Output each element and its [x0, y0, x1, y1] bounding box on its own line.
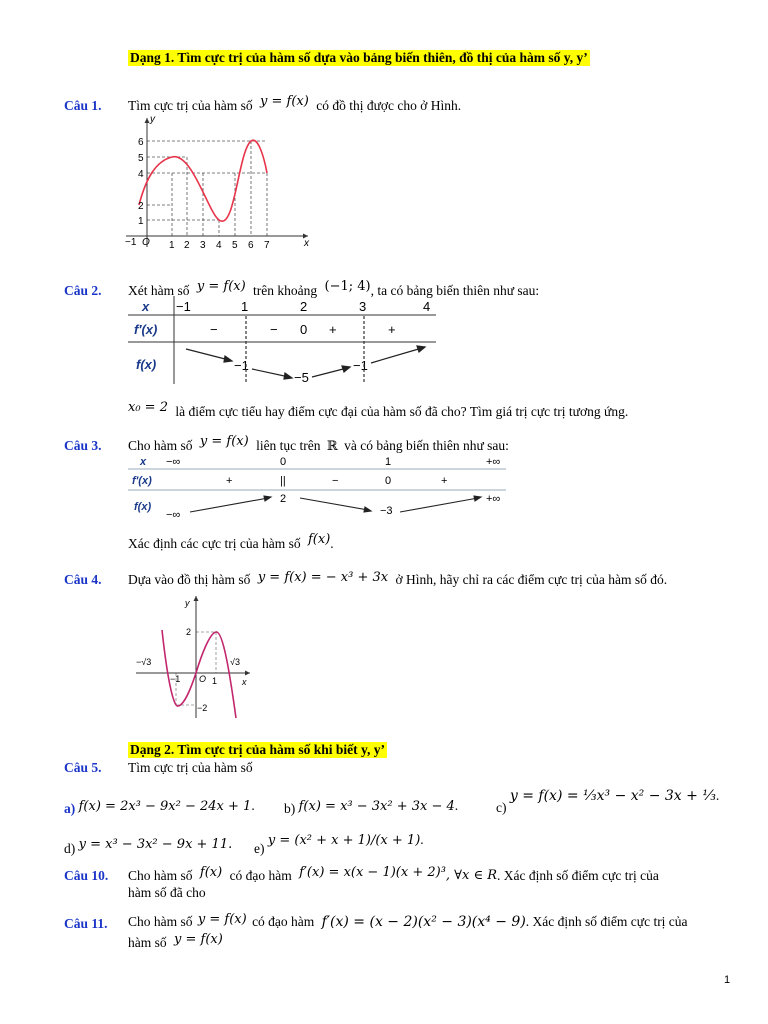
q5-item-d — [64, 836, 233, 856]
q1-y-tick: 2 — [138, 201, 144, 212]
q5-b-label: b) — [284, 801, 296, 816]
q1-x-tick: 5 — [232, 240, 238, 251]
question-1-label: Câu 1. — [64, 98, 102, 113]
q2-text-c: , ta có bảng biến thiên như sau: — [370, 283, 540, 298]
q3-row-f: f(x) — [134, 501, 152, 513]
q3-fp-sign: + — [441, 475, 448, 487]
q1-y-tick: 1 — [138, 216, 144, 227]
q1-text-b: có đồ thị được cho ở Hình. — [316, 98, 462, 113]
q2-variation-table — [128, 296, 438, 388]
q2-fp-sign: + — [329, 322, 337, 337]
q10-text-b: có đạo hàm — [229, 868, 292, 883]
question-11-label: Câu 11. — [64, 916, 108, 931]
q5-text: Tìm cực trị của hàm số — [128, 760, 253, 775]
q2-fp-sign: − — [210, 322, 218, 337]
q5-b-formula: f(x) = x³ − 3x² + 3x − 4 — [298, 799, 455, 814]
q1-x-tick: −1 — [125, 237, 137, 248]
q10-forall: , ∀x ∈ R — [445, 868, 498, 883]
q2-x-value: 2 — [300, 299, 308, 314]
q1-graph — [122, 112, 318, 252]
q2-x-value: 1 — [241, 299, 249, 314]
q4-x-tick: 1 — [212, 676, 218, 686]
q2-x0: x₀ = 2 — [128, 400, 168, 415]
q2-row-f: f(x) — [136, 357, 157, 372]
section-1-title: Dạng 1. Tìm cực trị của hàm số dựa vào bảng biến thiên, đồ thị của hàm số y, y’ — [130, 50, 588, 65]
page-number: 1 — [724, 974, 731, 986]
section-2-title: Dạng 2. Tìm cực trị của hàm số khi biết y, y’ — [130, 742, 385, 757]
q3-row-x: x — [140, 456, 147, 468]
q4-x-tick: −1 — [170, 674, 181, 684]
q2-text-d: là điểm cực tiểu hay điểm cực đại của hàm số đã cho? Tìm giá trị cực trị tương ứng. — [175, 404, 629, 419]
q1-text-a: Tìm cực trị của hàm số — [128, 98, 253, 113]
q5-d-formula: y = x³ − 3x² − 9x + 11. — [78, 837, 233, 852]
q2-interval: (−1; 4) — [324, 279, 371, 294]
q5-d-label: d) — [64, 841, 76, 856]
q1-x-tick: 6 — [248, 240, 254, 251]
question-4-text — [128, 572, 667, 588]
q2-text-a: Xét hàm số — [128, 283, 190, 298]
q5-a-formula: f(x) = 2x³ − 9x² − 24x + 1 — [78, 799, 252, 814]
q5-c-label: c) — [496, 800, 507, 815]
question-5-label: Câu 5. — [64, 760, 102, 775]
q5-item-c: c) y = f(x) = ⅓x³ − x² − 3x + ⅓. — [496, 788, 720, 815]
question-3-label: Câu 3. — [64, 438, 102, 453]
q3-fp-sign: − — [332, 475, 339, 487]
q2-row-fp: f′(x) — [134, 322, 158, 337]
q4-x-tick: √3 — [230, 657, 240, 667]
q4-origin: O — [199, 674, 207, 684]
q1-x-tick: 4 — [216, 240, 222, 251]
q11-text-a: Cho hàm số — [128, 914, 193, 929]
q2-fp-sign: − — [270, 322, 278, 337]
q11-derivative: f′(x) = (x − 2)(x² − 3)(x⁴ − 9) — [321, 914, 526, 930]
q4-y-axis-label: y — [185, 598, 190, 608]
q4-y-tick: 2 — [186, 627, 192, 637]
q3-x-value: +∞ — [486, 456, 501, 468]
q5-c-formula: y = f(x) = ⅓x³ − x² − 3x + ⅓ — [509, 788, 716, 804]
q3-x-value: −∞ — [166, 456, 181, 468]
q10-derivative: f′(x) = x(x − 1)(x + 2)³ — [299, 865, 446, 880]
q1-x-tick: 1 — [169, 240, 175, 251]
q2-fp-sign: 0 — [300, 322, 308, 337]
q4-graph — [130, 590, 256, 722]
q4-text-b: ở Hình, hãy chỉ ra các điểm cực trị của hàm số đó. — [395, 572, 668, 587]
q3-set-r: ℝ — [326, 439, 338, 454]
q2-fp-sign: + — [388, 322, 396, 337]
q4-x-tick: −√3 — [136, 657, 152, 667]
q1-origin: O — [142, 237, 150, 248]
q3-fp-sign: + — [226, 475, 233, 487]
q3-f-value: +∞ — [486, 493, 501, 505]
q2-x-value: −1 — [176, 299, 191, 314]
q5-item-b: b) f(x) = x³ − 3x² + 3x − 4. — [284, 798, 459, 816]
q1-x-axis-label: x — [304, 238, 309, 249]
q3-variation-table — [128, 452, 508, 522]
q1-y-tick: 6 — [138, 137, 144, 148]
q5-item-a: a) f(x) = 2x³ − 9x² − 24x + 1. — [64, 798, 255, 816]
q11-f: y = f(x) — [197, 912, 247, 927]
q1-formula: y = f(x) — [260, 94, 309, 109]
q3-formula-2: f(x) — [308, 532, 331, 547]
q3-f-value: −3 — [380, 505, 393, 517]
q2-x-value: 4 — [423, 299, 431, 314]
q10-text-c: . Xác định số điểm cực trị của — [497, 868, 659, 883]
q3-f-value: 2 — [280, 493, 287, 505]
q3-f-value: −∞ — [166, 509, 181, 521]
q3-fp-sign: 0 — [385, 475, 392, 487]
q1-x-tick: 7 — [264, 240, 270, 251]
q11-text-d: hàm số — [128, 935, 167, 950]
q2-question-line — [128, 400, 629, 420]
q3-formula: y = f(x) — [199, 434, 249, 449]
q1-x-tick: 2 — [184, 240, 190, 251]
q3-text-a: Cho hàm số — [128, 438, 193, 453]
question-11-text — [128, 912, 732, 954]
q3-text-d: Xác định các cực trị của hàm số — [128, 536, 301, 551]
q3-x-value: 1 — [385, 456, 392, 468]
q10-text-d: hàm số đã cho — [128, 885, 206, 900]
q4-formula: y = f(x) = − x³ + 3x — [257, 570, 389, 585]
q3-row-fp: f′(x) — [132, 475, 152, 487]
q1-y-axis-label: y — [150, 114, 155, 125]
q3-x-value: 0 — [280, 456, 287, 468]
q11-f2: y = f(x) — [174, 932, 223, 947]
q11-text-b: có đạo hàm — [252, 914, 315, 929]
q2-x-value: 3 — [359, 299, 367, 314]
q2-f-value: −1 — [353, 358, 368, 373]
q1-y-tick: 5 — [138, 153, 144, 164]
q2-text-b: trên khoảng — [253, 283, 318, 298]
question-2-label: Câu 2. — [64, 283, 102, 298]
q5-e-label: e) — [254, 841, 265, 856]
q3-fp-sign: || — [280, 475, 286, 487]
q1-x-tick: 3 — [200, 240, 206, 251]
q10-f: f(x) — [199, 865, 223, 880]
q2-row-x: x — [142, 299, 150, 314]
q5-a-label: a) — [64, 801, 76, 816]
question-10-label: Câu 10. — [64, 868, 109, 883]
q3-text-b: liên tục trên — [256, 438, 321, 453]
question-4-label: Câu 4. — [64, 572, 102, 587]
q2-f-value: −1 — [234, 358, 249, 373]
q3-question-line — [128, 532, 334, 552]
q10-text-a: Cho hàm số — [128, 868, 193, 883]
q3-text-c: và có bảng biến thiên như sau: — [344, 438, 509, 453]
q11-text-c: . Xác định số điểm cực trị của — [525, 914, 688, 929]
q1-y-tick: 4 — [138, 169, 144, 180]
question-10-text — [128, 865, 730, 901]
q4-x-axis-label: x — [242, 677, 247, 687]
q5-e-formula: y = (x² + x + 1)/(x + 1) — [267, 833, 421, 848]
q4-y-tick: −2 — [197, 703, 208, 713]
q2-formula: y = f(x) — [196, 279, 246, 294]
q4-text-a: Dựa vào đồ thị hàm số — [128, 572, 251, 587]
q5-item-e: e) y = (x² + x + 1)/(x + 1). — [254, 832, 424, 856]
q2-f-value: −5 — [294, 370, 309, 385]
q3-text-e: . — [330, 536, 334, 551]
